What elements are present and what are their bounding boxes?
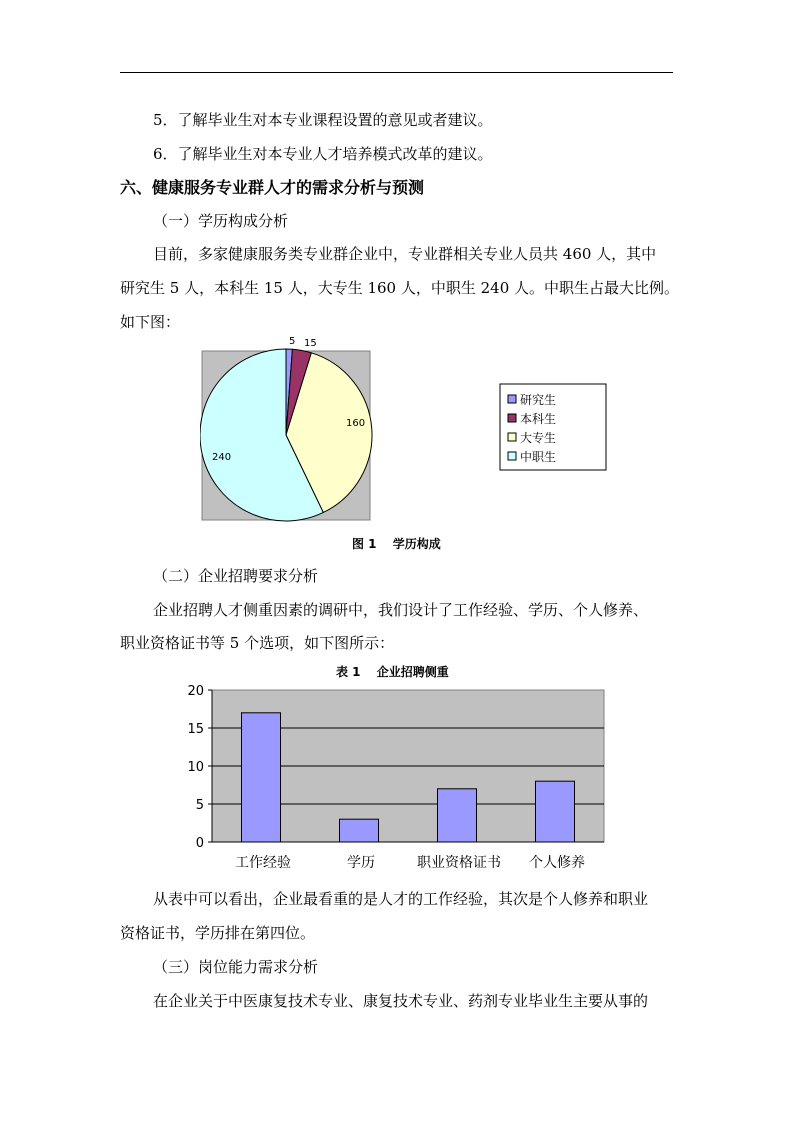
subheading-recruitment: （二）企业招聘要求分析	[153, 567, 319, 585]
subheading-position: （三）岗位能力需求分析	[153, 958, 319, 976]
recruitment-bar-chart	[180, 682, 620, 878]
pie-data-label: 240	[212, 452, 232, 463]
list-item-6: 6．了解毕业生对本专业人才培养模式改革的建议。	[153, 145, 493, 163]
x-tick-label: 工作经验	[235, 855, 291, 871]
list-item-5: 5．了解毕业生对本专业课程设置的意见或者建议。	[153, 111, 493, 129]
y-tick-label: 10	[187, 760, 204, 775]
paragraph-line: 目前，多家健康服务类专业群企业中，专业群相关专业人员共 460 人，其中	[153, 245, 657, 263]
x-tick-label: 学历	[347, 855, 375, 871]
bar-2	[340, 819, 379, 842]
pie-data-label: 15	[304, 338, 317, 349]
legend-label: 中职生	[520, 450, 557, 464]
legend-label: 研究生	[520, 393, 557, 407]
y-tick-label: 0	[195, 836, 204, 851]
y-tick-label: 15	[187, 722, 204, 737]
paragraph-line: 职业资格证书等 5 个选项，如下图所示：	[120, 634, 395, 652]
legend-swatch	[508, 395, 516, 403]
legend-swatch	[508, 414, 516, 422]
bar-1	[242, 713, 281, 842]
pie-data-label: 160	[346, 418, 366, 429]
legend-swatch	[508, 452, 516, 460]
header-rule	[120, 72, 673, 73]
figure-caption: 图 1 学历构成	[352, 537, 441, 551]
table-caption: 表 1 企业招聘侧重	[336, 665, 449, 679]
paragraph-line: 研究生 5 人，本科生 15 人，大专生 160 人，中职生 240 人。中职生占最大比例。	[120, 279, 680, 297]
paragraph-line: 企业招聘人才侧重因素的调研中，我们设计了工作经验、学历、个人修养、	[153, 601, 649, 619]
section-heading: 六、健康服务专业群人才的需求分析与预测	[120, 178, 425, 197]
legend-label: 本科生	[520, 412, 557, 426]
pie-data-label: 5	[289, 336, 296, 347]
y-tick-label: 5	[195, 798, 204, 813]
paragraph-line: 资格证书，学历排在第四位。	[120, 924, 316, 942]
bar-3	[438, 789, 477, 842]
x-tick-label: 个人修养	[529, 855, 585, 871]
paragraph-line: 在企业关于中医康复技术专业、康复技术专业、药剂专业毕业生主要从事的	[153, 992, 649, 1010]
paragraph-line: 从表中可以看出，企业最看重的是人才的工作经验，其次是个人修养和职业	[153, 890, 649, 908]
paragraph-line: 如下图：	[120, 313, 181, 331]
x-tick-label: 职业资格证书	[417, 855, 501, 871]
y-tick-label: 20	[187, 684, 204, 699]
legend-swatch	[508, 433, 516, 441]
education-pie-chart	[200, 336, 610, 522]
legend-label: 大专生	[520, 431, 557, 445]
bar-4	[536, 781, 575, 842]
subheading-education: （一）学历构成分析	[153, 212, 289, 230]
